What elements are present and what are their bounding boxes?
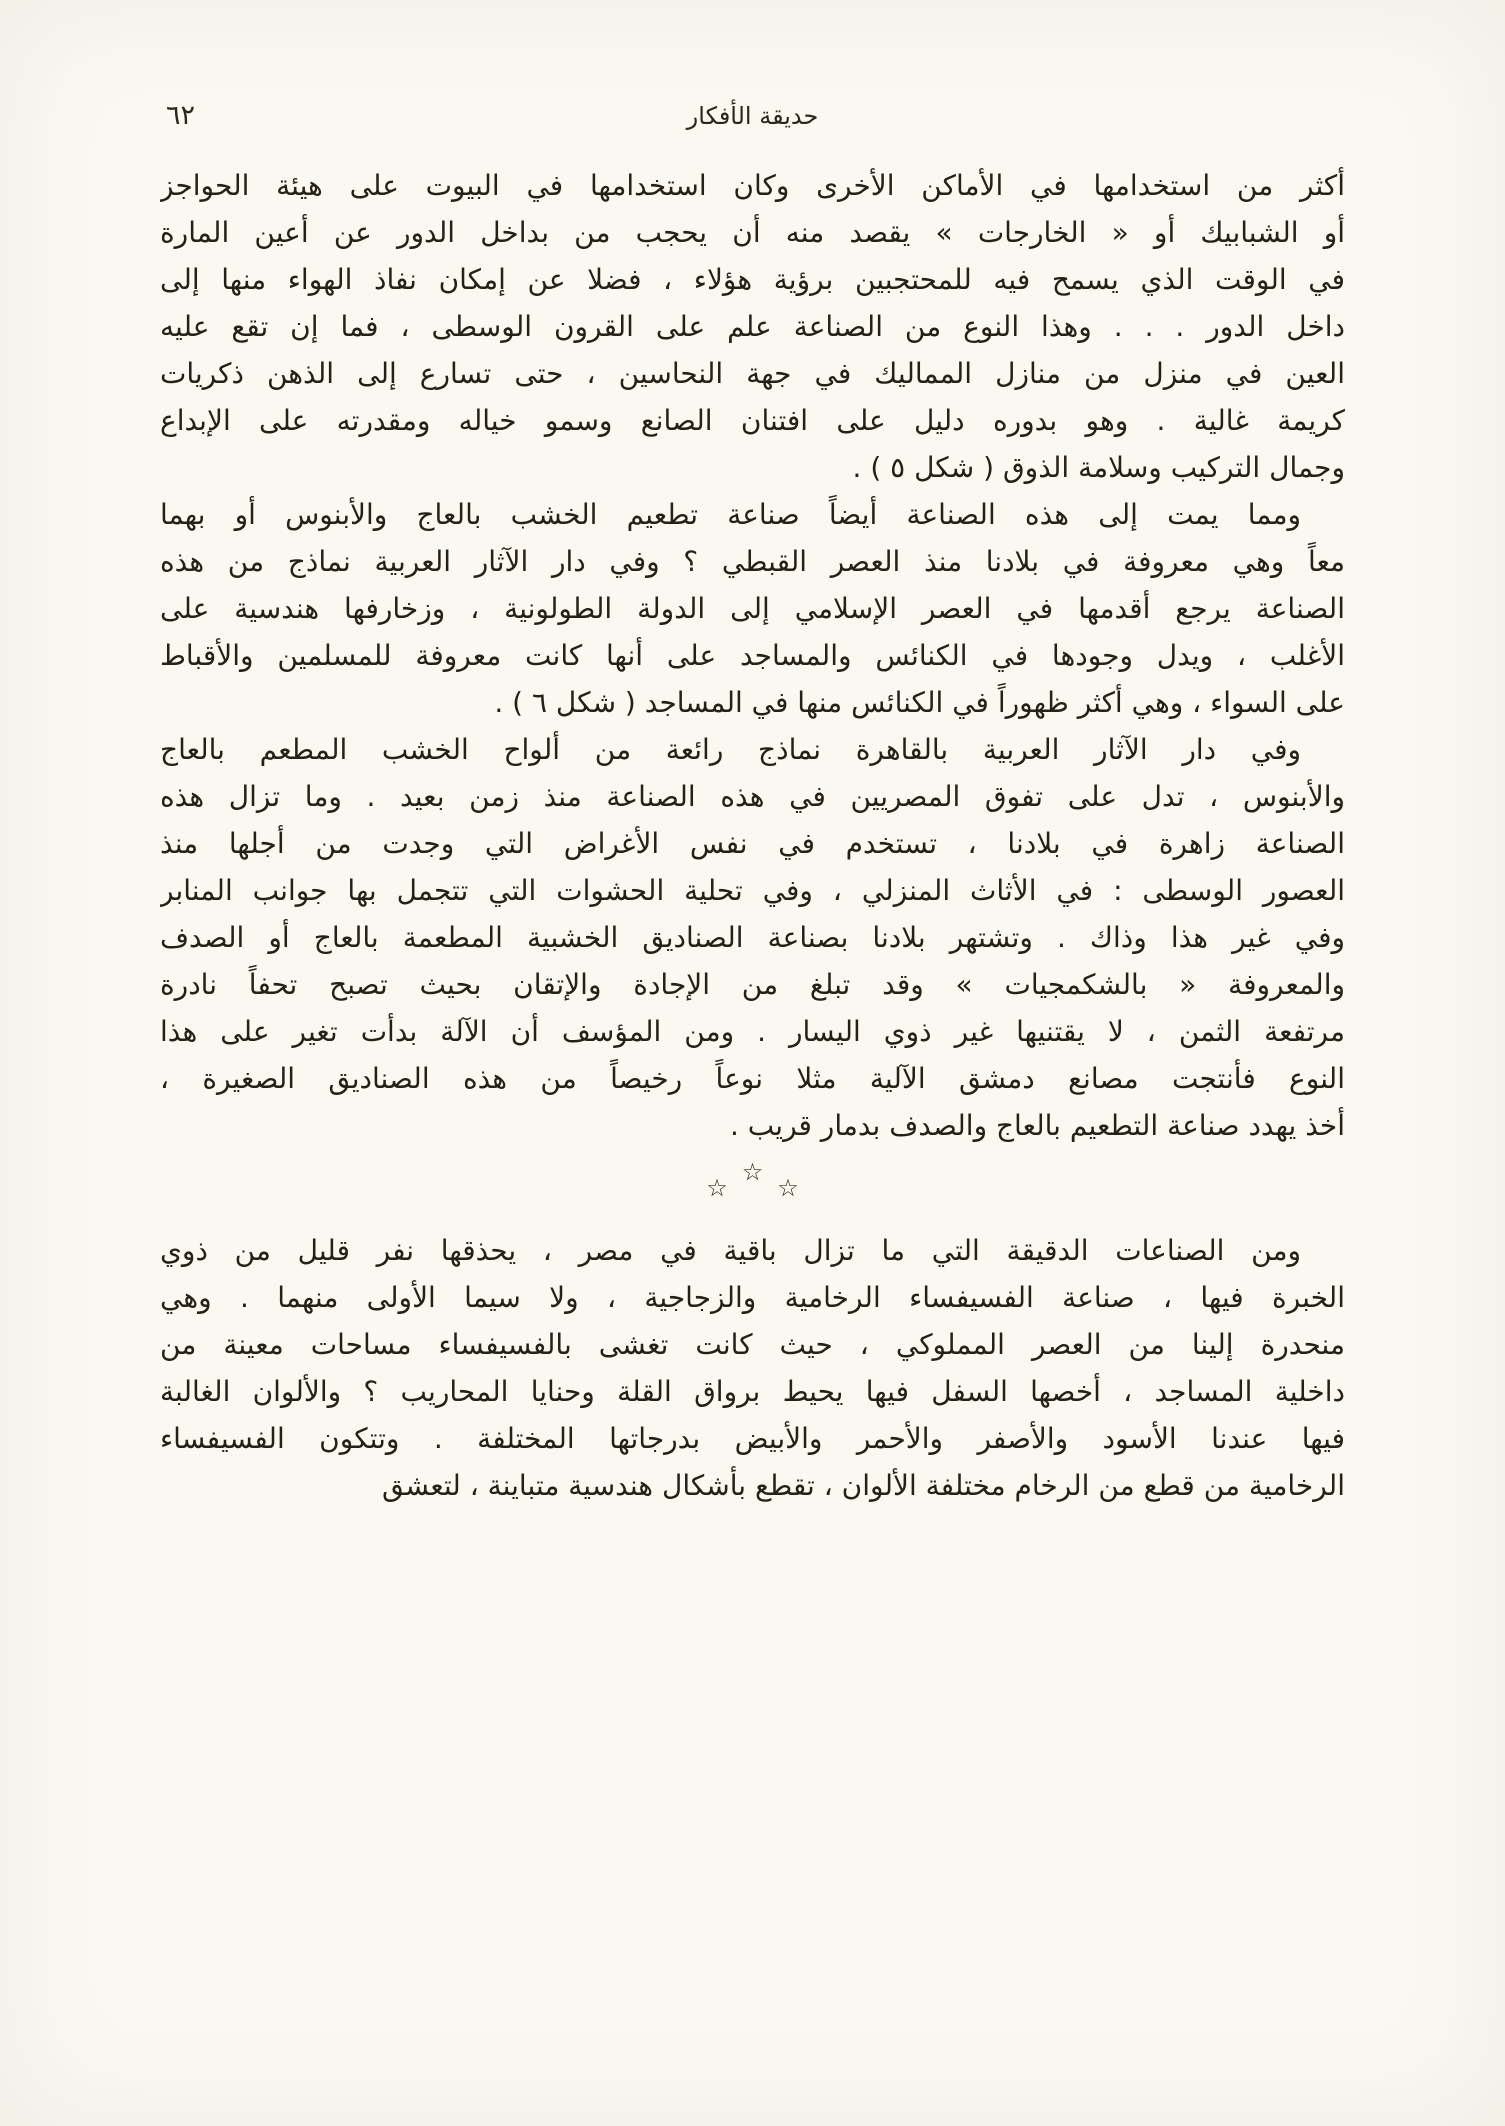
text-line: الصناعة زاهرة في بلادنا ، تستخدم في نفس الأغراض التي وجدت من أجلها منذ — [160, 827, 1345, 860]
text-column — [160, 96, 1345, 1509]
text-line: كريمة غالية . وهو بدوره دليل على افتنان الصانع وسمو خياله ومقدرته على الإبداع — [160, 404, 1345, 437]
text-line: داخلية المساجد ، أخصها السفل فيها يحيط برواق القلة وحنايا المحاريب ؟ والألوان الغالبة — [160, 1375, 1345, 1408]
text-line: أكثر من استخدامها في الأماكن الأخرى وكان استخدامها في البيوت على هيئة الحواجز — [160, 169, 1345, 202]
text-line: النوع فأنتجت مصانع دمشق الآلية مثلا نوعاً رخيصاً من هذه الصناديق الصغيرة ، — [160, 1062, 1345, 1095]
paragraph-3 — [160, 726, 1345, 1149]
section-divider-stars — [160, 1149, 1345, 1227]
text-line: ومن الصناعات الدقيقة التي ما تزال باقية في مصر ، يحذقها نفر قليل من ذوي — [160, 1234, 1301, 1267]
text-line: منحدرة إلينا من العصر المملوكي ، حيث كانت تغشى بالفسيفساء مساحات معينة من — [160, 1328, 1345, 1361]
text-line: الرخامية من قطع من الرخام مختلفة الألوان ، تقطع بأشكال هندسية متباينة ، لتعشق — [382, 1469, 1345, 1502]
paragraph-1 — [160, 162, 1345, 491]
running-title: حديقة الأفكار — [686, 102, 819, 130]
star-icon: ☆ — [741, 1158, 764, 1186]
paragraph-5 — [160, 1227, 1345, 1509]
text-line: على السواء ، وهي أكثر ظهوراً في الكنائس منها في المساجد ( شكل ٦ ) . — [494, 686, 1345, 719]
text-line: الأغلب ، ويدل وجودها في الكنائس والمساجد على أنها كانت معروفة للمسلمين والأقباط — [160, 639, 1345, 672]
text-line: وفي غير هذا وذاك . وتشتهر بلادنا بصناعة الصناديق الخشبية المطعمة بالعاج أو الصدف — [160, 921, 1345, 954]
page-header — [160, 96, 1345, 140]
text-line: وفي دار الآثار العربية بالقاهرة نماذج رائعة من ألواح الخشب المطعم بالعاج — [160, 733, 1301, 766]
text-line: الصناعة يرجع أقدمها في العصر الإسلامي إلى الدولة الطولونية ، وزخارفها هندسية على — [160, 592, 1345, 625]
body-text — [160, 162, 1345, 1509]
text-line: الخبرة فيها ، صناعة الفسيفساء الرخامية والزجاجية ، ولا سيما الأولى منهما . وهي — [160, 1281, 1345, 1314]
page-number: ٦٢ — [166, 100, 196, 131]
text-line: أو الشبابيك أو « الخارجات » يقصد منه أن يحجب من بداخل الدور عن أعين المارة — [160, 216, 1345, 249]
text-line: في الوقت الذي يسمح فيه للمحتجبين برؤية هؤلاء ، فضلا عن إمكان نفاذ الهواء منها إلى — [160, 263, 1345, 296]
text-line: العصور الوسطى : في الأثاث المنزلي ، وفي تحلية الحشوات التي تتجمل بها جوانب المنابر — [160, 874, 1345, 907]
text-line: والأبنوس ، تدل على تفوق المصريين في هذه الصناعة منذ زمن بعيد . وما تزال هذه — [160, 780, 1345, 813]
paragraph-2 — [160, 491, 1345, 726]
text-line: العين في منزل من منازل المماليك في جهة النحاسين ، حتى تسارع إلى الذهن ذكريات — [160, 357, 1345, 390]
text-line: والمعروفة « بالشكمجيات » وقد تبلغ من الإجادة والإتقان بحيث تصبح تحفاً نادرة — [160, 968, 1345, 1001]
star-icon: ☆ — [706, 1174, 728, 1202]
text-line: أخذ يهدد صناعة التطعيم بالعاج والصدف بدمار قريب . — [729, 1109, 1345, 1142]
text-line: مرتفعة الثمن ، لا يقتنيها غير ذوي اليسار . ومن المؤسف أن الآلة بدأت تغير على هذا — [160, 1015, 1345, 1048]
text-line: داخل الدور . . . وهذا النوع من الصناعة علم على القرون الوسطى ، فما إن تقع عليه — [160, 310, 1345, 343]
text-line: معاً وهي معروفة في بلادنا منذ العصر القبطي ؟ وفي دار الآثار العربية نماذج من هذه — [160, 545, 1345, 578]
text-line: وجمال التركيب وسلامة الذوق ( شكل ٥ ) . — [852, 451, 1345, 484]
text-line: فيها عندنا الأسود والأصفر والأحمر والأبيض بدرجاتها المختلفة . وتتكون الفسيفساء — [160, 1422, 1345, 1455]
star-icon: ☆ — [777, 1174, 799, 1202]
text-line: ومما يمت إلى هذه الصناعة أيضاً صناعة تطعيم الخشب بالعاج والأبنوس أو بهما — [160, 498, 1301, 531]
